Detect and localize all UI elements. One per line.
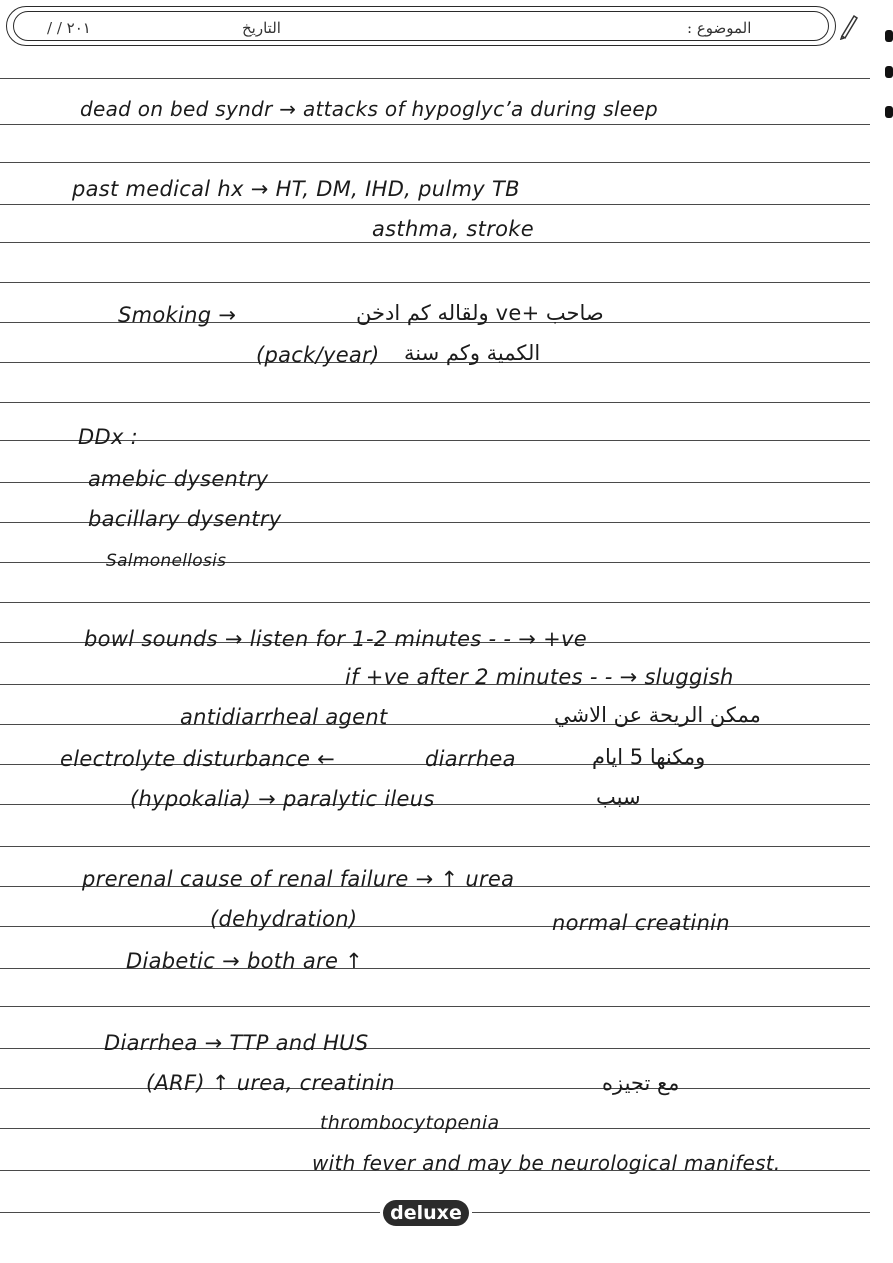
- note-line: if +ve after 2 minutes - - → sluggish: [345, 665, 734, 689]
- note-line: Salmonellosis: [106, 551, 227, 571]
- date-value: / / ٢٠١: [47, 19, 91, 37]
- note-line: (dehydration): [210, 907, 358, 931]
- note-line: diarrhea: [425, 747, 516, 771]
- note-line: antidiarrheal agent: [180, 705, 388, 729]
- margin-mark: [885, 106, 893, 118]
- note-line: asthma, stroke: [372, 217, 534, 241]
- note-line: (pack/year): [256, 343, 380, 367]
- note-line: Smoking →: [118, 303, 237, 327]
- margin-mark: [885, 30, 893, 42]
- note-line: bowl sounds → listen for 1-2 minutes - - → +ve: [84, 627, 587, 651]
- note-line: bacillary dysentry: [88, 507, 282, 531]
- note-line: ومكنها 5 ايام: [592, 745, 706, 769]
- date-label: التاريخ: [242, 19, 281, 37]
- note-line: Diabetic → both are ↑: [126, 949, 364, 973]
- note-line: with fever and may be neurological manifest.: [312, 1151, 781, 1175]
- note-line: past medical hx → HT, DM, IHD, pulmy TB: [72, 177, 520, 201]
- note-line: thrombocytopenia: [320, 1112, 500, 1134]
- note-line: normal creatinin: [552, 911, 730, 935]
- note-line: dead on bed syndr → attacks of hypoglyc’a during sleep: [80, 97, 658, 121]
- note-line: صاحب +ve ولقاله كم ادخن: [356, 301, 604, 325]
- pen-icon: [838, 10, 860, 40]
- subject-label: الموضوع :: [687, 19, 752, 37]
- note-line: الكمية وكم سنة: [404, 341, 541, 365]
- note-line: amebic dysentry: [88, 467, 269, 491]
- margin-mark: [885, 66, 893, 78]
- note-line: electrolyte disturbance ←: [60, 747, 336, 771]
- note-line: prerenal cause of renal failure → ↑ urea: [82, 867, 515, 891]
- note-line: Diarrhea → TTP and HUS: [104, 1031, 369, 1055]
- note-line: DDx :: [78, 425, 139, 449]
- note-line: سبب: [596, 785, 641, 809]
- header-box: [6, 6, 836, 46]
- note-line: (hypokalia) → paralytic ileus: [130, 787, 435, 811]
- note-line: ممكن الريحة عن الاشي: [554, 703, 761, 727]
- note-line: مع تجيزه: [602, 1071, 680, 1095]
- note-line: (ARF) ↑ urea, creatinin: [146, 1071, 395, 1095]
- deluxe-logo: deluxe: [383, 1200, 469, 1226]
